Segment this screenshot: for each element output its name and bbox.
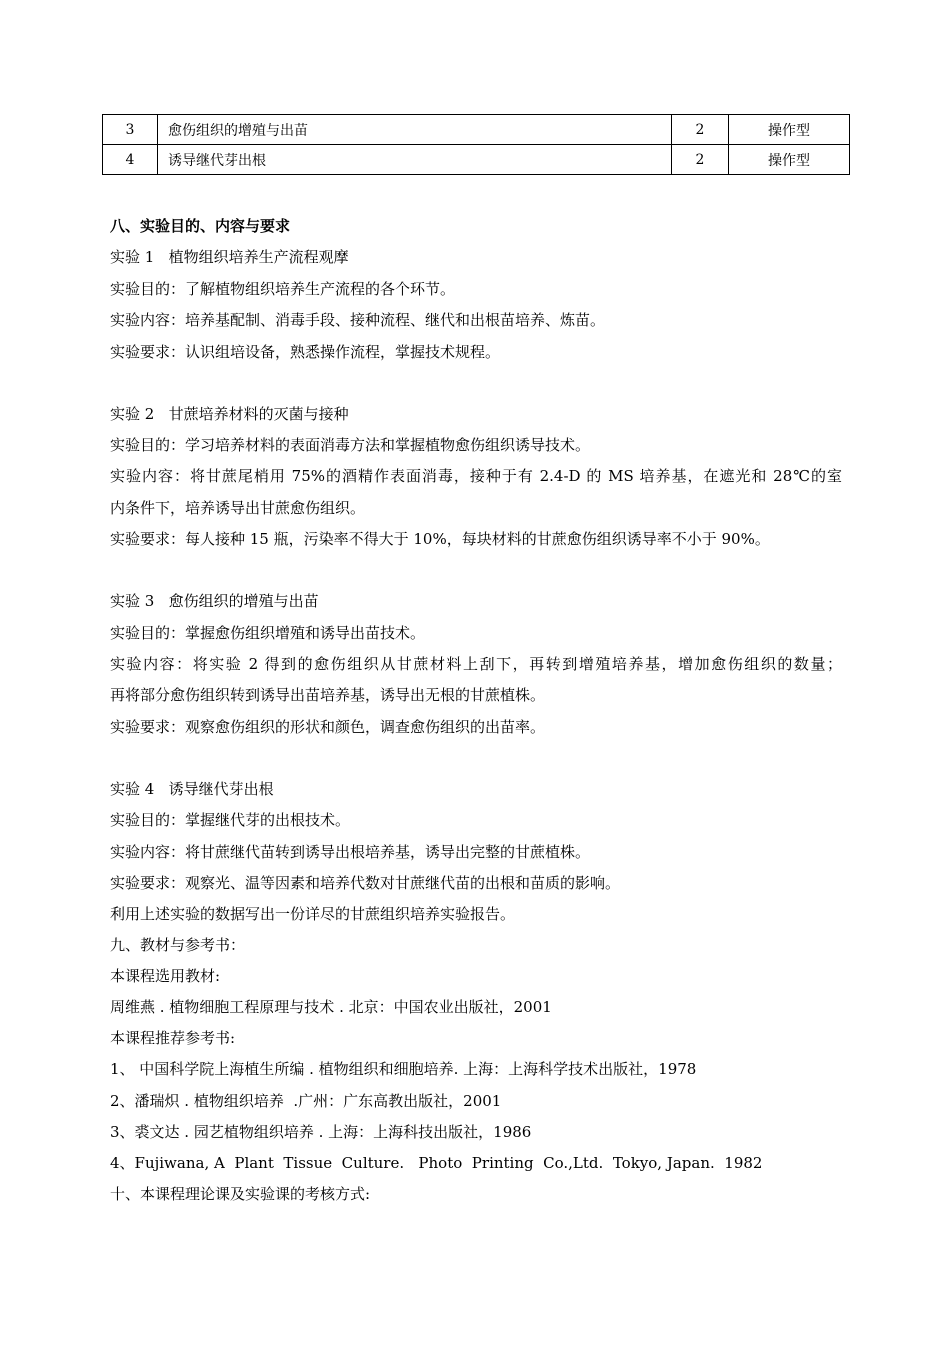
exp3-requirement: 实验要求：观察愈伤组织的形状和颜色，调查愈伤组织的出苗率。 — [110, 718, 546, 736]
exp1-requirement: 实验要求：认识组培设备，熟悉操作流程，掌握技术规程。 — [110, 343, 501, 361]
reference-item: 1、 中国科学院上海植生所编 . 植物组织和细胞培养. 上海：上海科学技术出版社，1978 — [110, 1060, 697, 1078]
exp-name: 愈伤组织的增殖与出苗 — [158, 115, 672, 145]
exp-number: 3 — [103, 115, 158, 145]
exp2-title: 实验 2 甘蔗培养材料的灭菌与接种 — [110, 405, 349, 423]
section-8-heading: 八、实验目的、内容与要求 — [110, 217, 291, 235]
exp2-requirement: 实验要求：每人接种 15 瓶，污染率不得大于 10%，每块材料的甘蔗愈伤组织诱导率不小于 90%。 — [110, 530, 770, 548]
exp1-purpose: 实验目的：了解植物组织培养生产流程的各个环节。 — [110, 280, 456, 298]
exp1-content: 实验内容：培养基配制、消毒手段、接种流程、继代和出根苗培养、炼苗。 — [110, 311, 606, 329]
section-10-heading: 十、本课程理论课及实验课的考核方式: — [110, 1185, 371, 1203]
section-9-heading: 九、教材与参考书： — [110, 936, 246, 954]
exp3-content-line2: 再将部分愈伤组织转到诱导出苗培养基，诱导出无根的甘蔗植株。 — [110, 686, 546, 704]
exp4-purpose: 实验目的：掌握继代芽的出根技术。 — [110, 811, 351, 829]
reference-item: 4、Fujiwana, A Plant Tissue Culture. Photo Printing Co.,Ltd. Tokyo, Japan. 1982 — [110, 1154, 763, 1172]
exp2-content-line1: 实验内容：将甘蔗尾梢用 75%的酒精作表面消毒，接种于有 2.4-D 的 MS 培养基，在遮光和 28℃的室 — [110, 467, 842, 485]
exp3-title: 实验 3 愈伤组织的增殖与出苗 — [110, 592, 319, 610]
experiment-table — [102, 114, 850, 175]
exp3-content-line1: 实验内容：将实验 2 得到的愈伤组织从甘蔗材料上刮下，再转到增殖培养基，增加愈伤组织的数量； — [110, 655, 842, 673]
refs-label: 本课程推荐参考书: — [110, 1029, 236, 1047]
exp3-purpose: 实验目的：掌握愈伤组织增殖和诱导出苗技术。 — [110, 624, 426, 642]
exp4-content: 实验内容：将甘蔗继代苗转到诱导出根培养基，诱导出完整的甘蔗植株。 — [110, 843, 591, 861]
exp2-purpose: 实验目的：学习培养材料的表面消毒方法和掌握植物愈伤组织诱导技术。 — [110, 436, 591, 454]
exp-name: 诱导继代芽出根 — [158, 145, 672, 175]
table-row — [103, 145, 850, 175]
textbook-label: 本课程选用教材: — [110, 967, 221, 985]
reference-item: 3、裘文达 . 园艺植物组织培养 . 上海：上海科技出版社，1986 — [110, 1123, 532, 1141]
textbook-entry: 周维燕 . 植物细胞工程原理与技术 . 北京：中国农业出版社，2001 — [110, 998, 552, 1016]
exp-type: 操作型 — [729, 115, 850, 145]
exp4-title: 实验 4 诱导继代芽出根 — [110, 780, 274, 798]
exp4-requirement: 实验要求：观察光、温等因素和培养代数对甘蔗继代苗的出根和苗质的影响。 — [110, 874, 621, 892]
table-row — [103, 115, 850, 145]
reference-item: 2、潘瑞炽 . 植物组织培养 .广州：广东高教出版社，2001 — [110, 1092, 502, 1110]
exp-hours: 2 — [672, 145, 729, 175]
exp-number: 4 — [103, 145, 158, 175]
exp-hours: 2 — [672, 115, 729, 145]
exp-report-note: 利用上述实验的数据写出一份详尽的甘蔗组织培养实验报告。 — [110, 905, 516, 923]
exp1-title: 实验 1 植物组织培养生产流程观摩 — [110, 248, 349, 266]
exp2-content-line2: 内条件下，培养诱导出甘蔗愈伤组织。 — [110, 499, 366, 517]
exp-type: 操作型 — [729, 145, 850, 175]
